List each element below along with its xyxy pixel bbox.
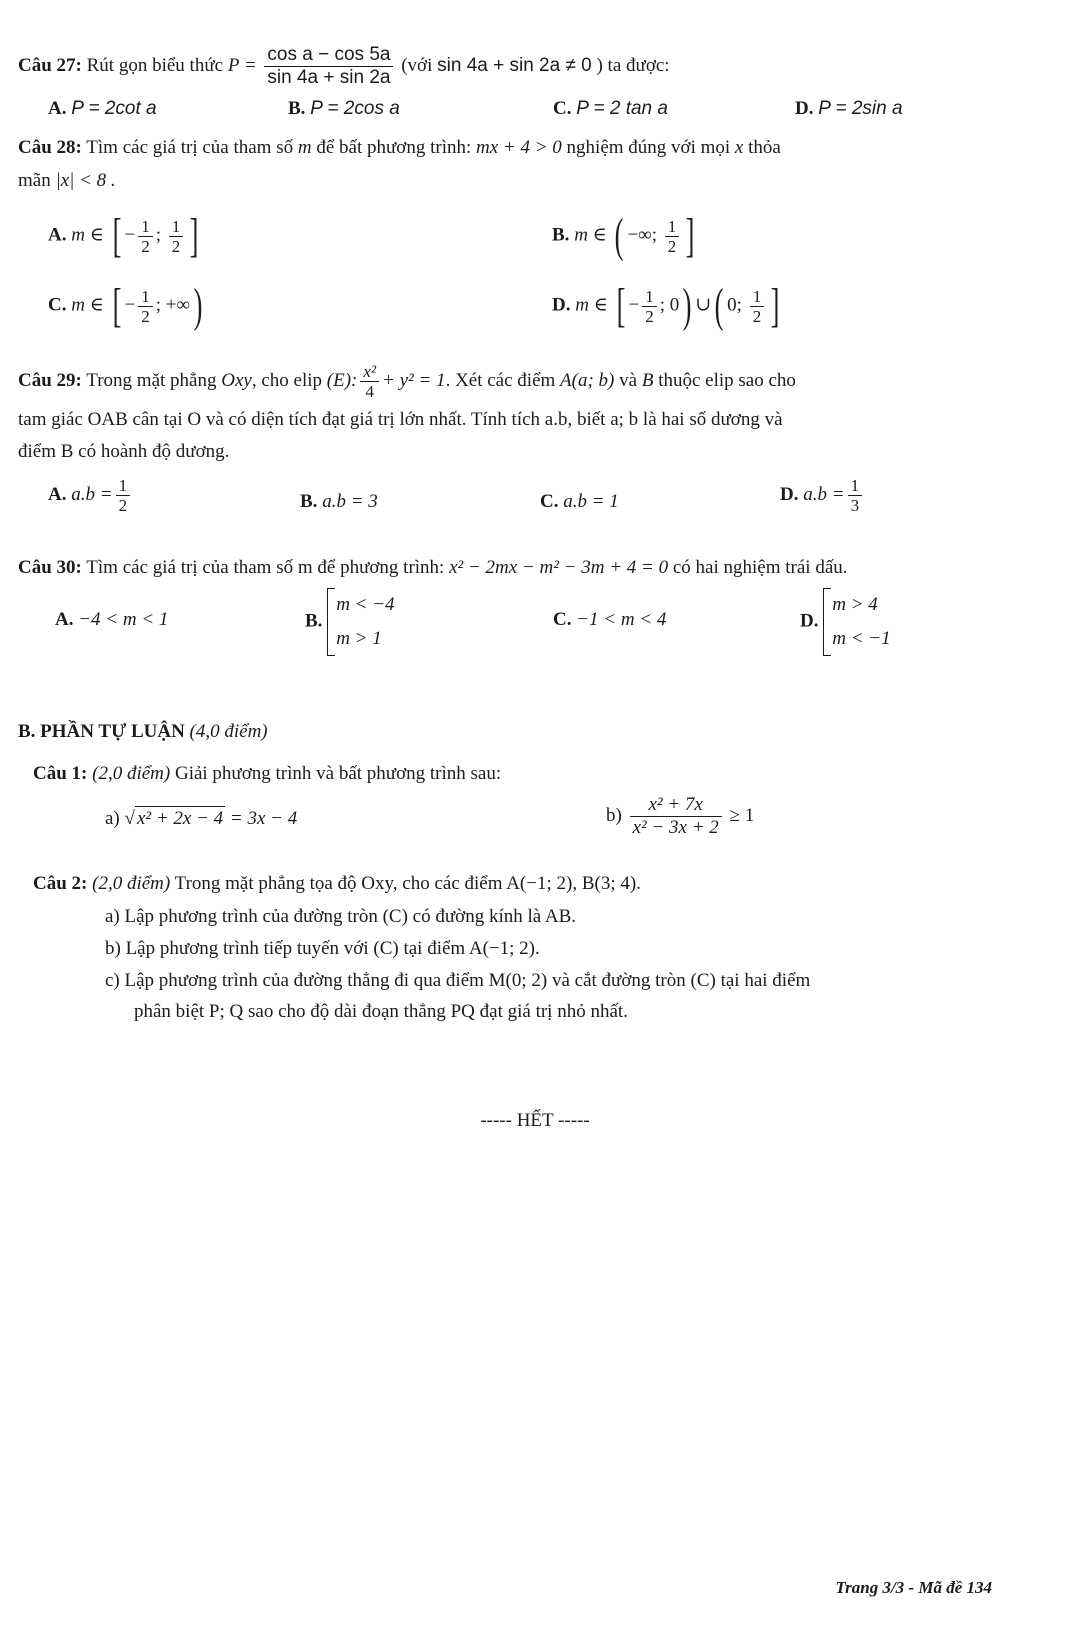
q27-option-c: [553, 97, 668, 121]
option-letter: B.: [288, 98, 306, 119]
den: 2: [118, 496, 128, 515]
option-prefix: m ∈: [71, 294, 104, 316]
option-text: −4 < m < 1: [78, 609, 169, 630]
system-line: m < −4: [336, 594, 395, 615]
q28-option-b: [552, 209, 698, 262]
c2-label: Câu 2:: [33, 873, 88, 894]
fraction: [116, 476, 131, 515]
bracket: [: [112, 209, 121, 262]
q29-line2: tam giác OAB cân tại O và có diện tích đạt giá trị lớn nhất. Tính tích a.b, biết a; b là hai số dương và: [18, 409, 783, 430]
c1-text: Giải phương trình và bất phương trình sau:: [174, 763, 502, 784]
q30-label: Câu 30:: [18, 557, 82, 578]
q29-text: , cho elip: [251, 369, 323, 391]
q27-cond-close: ) ta được:: [596, 54, 670, 76]
option-lhs: a.b =: [803, 483, 845, 505]
q28-option-a: [48, 209, 202, 262]
option-letter: A.: [55, 609, 74, 630]
q30-option-d: [800, 588, 891, 656]
q30-stem: [18, 556, 848, 580]
option-system: [823, 588, 890, 656]
q30-text: Tìm các giá trị của tham số m để phương trình:: [86, 557, 445, 578]
den: 2: [752, 306, 762, 326]
part-label: b): [606, 804, 622, 826]
q29-text: thuộc elip sao cho: [658, 369, 796, 391]
den: 2: [171, 236, 181, 256]
bracket: [: [112, 279, 121, 332]
radicand: x² + 2x − 4: [136, 808, 224, 829]
q30-equation: x² − 2mx − m² − 3m + 4 = 0: [449, 557, 669, 578]
q28-stem-line2: [18, 169, 116, 193]
q27-cond-open: (với: [401, 54, 433, 76]
c1-part-a: [105, 806, 297, 831]
fraction: [665, 217, 680, 256]
option-letter: A.: [48, 483, 67, 505]
q28-option-d: [552, 279, 783, 332]
option-text: a.b = 3: [322, 491, 378, 512]
page-footer: Trang 3/3 - Mã đề 134: [835, 1578, 992, 1597]
q30-option-c: [553, 608, 666, 632]
left-bound: −∞;: [627, 224, 658, 246]
q29-point-a: A(a; b): [560, 369, 615, 391]
c1-stem: [33, 762, 501, 786]
q30-option-a: [55, 608, 168, 632]
q30-option-b: [305, 588, 395, 656]
q29-stem: [18, 362, 796, 401]
num: 1: [138, 287, 153, 307]
fraction: [848, 476, 863, 515]
q30-text: có hai nghiệm trái dấu.: [672, 557, 848, 578]
q27-stem: [18, 44, 670, 89]
system-line: m < −1: [832, 628, 891, 649]
mid-bound: 0;: [727, 294, 742, 316]
q28-inequality: mx + 4 > 0: [476, 137, 562, 158]
right-bound: ; +∞: [155, 294, 191, 316]
q28-var-x: x: [734, 137, 744, 158]
num: 1: [750, 287, 765, 307]
c1-part-b: [606, 794, 754, 839]
q27-text: Rút gọn biểu thức: [86, 54, 224, 76]
q27-option-a: [48, 97, 157, 121]
q27-option-b: [288, 97, 400, 121]
q27-fraction: [264, 44, 393, 89]
option-letter: D.: [780, 483, 799, 505]
option-letter: B.: [552, 224, 570, 246]
option-text: P = 2cos a: [310, 98, 400, 119]
sign: −: [124, 294, 136, 316]
q29-option-b: [300, 490, 378, 514]
den: 3: [850, 496, 860, 515]
c2-part-b: b) Lập phương trình tiếp tuyến với (C) tại điểm A(−1; 2).: [105, 938, 540, 959]
option-system: [327, 588, 394, 656]
fraction: [138, 287, 153, 326]
q29-line3: điểm B có hoành độ dương.: [18, 441, 230, 462]
c2-text: Trong mặt phẳng tọa độ Oxy, cho các điểm A(−1; 2), B(3; 4).: [174, 873, 641, 894]
c2-part-a: a) Lập phương trình của đường tròn (C) có đường kính là AB.: [105, 906, 577, 927]
mid-bound: ; 0: [659, 294, 680, 316]
part-b-title: B. PHẦN TỰ LUẬN: [18, 721, 185, 742]
q27-label: Câu 27:: [18, 54, 82, 76]
option-letter: C.: [540, 491, 559, 512]
sign: −: [628, 294, 640, 316]
q28-label: Câu 28:: [18, 137, 82, 158]
union-symbol: ∪: [695, 294, 712, 316]
c2-part-c-line2: phân biệt P; Q sao cho độ dài đoạn thẳng PQ đạt giá trị nhỏ nhất.: [134, 1001, 628, 1022]
rhs: ≥ 1: [729, 804, 755, 826]
c2-points: (2,0 điểm): [92, 873, 171, 894]
num: 1: [848, 476, 863, 496]
option-prefix: m ∈: [574, 224, 607, 246]
part-b-points: (4,0 điểm): [189, 721, 268, 742]
option-letter: A.: [48, 98, 67, 119]
q28-text: mãn: [18, 170, 51, 191]
q29-equation: + y² = 1: [382, 369, 446, 391]
bracket: (: [714, 279, 724, 332]
bracket: ]: [685, 209, 695, 262]
q29-label: Câu 29:: [18, 369, 82, 391]
fraction: [642, 287, 657, 326]
c1-points: (2,0 điểm): [92, 763, 171, 784]
bracket: ): [682, 279, 692, 332]
q27-frac-num: cos a − cos 5a: [264, 44, 393, 67]
separator: ;: [155, 224, 162, 246]
den: 2: [645, 306, 654, 326]
den: 2: [667, 236, 677, 256]
option-text: P = 2sin a: [818, 98, 903, 119]
q27-p-eq: P =: [227, 54, 257, 76]
option-text: P = 2 tan a: [576, 98, 668, 119]
fraction: [630, 794, 722, 839]
num: 1: [665, 217, 680, 237]
num: x²: [360, 362, 379, 382]
q28-text: Tìm các giá trị của tham số: [86, 137, 294, 158]
bracket: (: [615, 209, 624, 262]
q28-text: nghiệm đúng với mọi: [566, 137, 731, 158]
option-letter: D.: [552, 294, 571, 316]
option-text: P = 2cot a: [71, 98, 157, 119]
option-text: −1 < m < 4: [576, 609, 667, 630]
c2-part-c-line1: c) Lập phương trình của đường thẳng đi qua điểm M(0; 2) và cắt đường tròn (C) tại hai điểm: [105, 970, 811, 991]
q29-ellipse-name: (E):: [326, 369, 358, 391]
q28-text: để bất phương trình:: [316, 137, 472, 158]
num: 1: [116, 476, 131, 496]
fraction: [138, 217, 153, 256]
den: x² − 3x + 2: [632, 817, 719, 838]
q29-text: Trong mặt phẳng: [86, 369, 217, 391]
q27-option-d: [795, 97, 903, 121]
q29-text: . Xét các điểm: [445, 369, 556, 391]
option-letter: B.: [305, 610, 323, 632]
q28-var-m: m: [297, 137, 312, 158]
bracket: [: [616, 279, 625, 332]
bracket: ]: [770, 279, 780, 332]
c1-label: Câu 1:: [33, 763, 88, 784]
q28-text: thỏa: [748, 137, 781, 158]
fraction: [750, 287, 765, 326]
num: 1: [138, 217, 153, 237]
den: 4: [365, 382, 374, 401]
option-letter: C.: [48, 294, 67, 316]
option-letter: B.: [300, 491, 318, 512]
option-lhs: a.b =: [71, 483, 113, 505]
end-marker: ----- HẾT -----: [480, 1110, 590, 1131]
option-letter: C.: [553, 98, 572, 119]
q29-option-d: [780, 476, 865, 515]
rhs: = 3x − 4: [229, 808, 298, 829]
option-text: a.b = 1: [563, 491, 619, 512]
den: 2: [141, 236, 150, 256]
option-letter: D.: [800, 610, 819, 632]
q29-oxy: Oxy: [221, 369, 252, 391]
part-label: a): [105, 808, 120, 829]
option-prefix: m ∈: [575, 294, 608, 316]
system-line: m > 1: [336, 628, 382, 649]
option-letter: A.: [48, 224, 67, 246]
c2-stem: [33, 872, 641, 896]
sign: −: [124, 224, 136, 246]
option-letter: C.: [553, 609, 572, 630]
q29-option-a: [48, 476, 133, 515]
q28-stem: [18, 136, 781, 160]
option-letter: D.: [795, 98, 814, 119]
fraction: [169, 217, 184, 256]
num: 1: [169, 217, 184, 237]
option-prefix: m ∈: [71, 224, 104, 246]
q29-fraction: [360, 362, 379, 401]
bracket: ]: [189, 209, 199, 262]
q28-option-c: [48, 279, 206, 332]
num: 1: [642, 287, 657, 307]
system-line: m > 4: [832, 594, 878, 615]
sqrt-symbol: √: [124, 808, 135, 829]
num: x² + 7x: [630, 794, 722, 817]
part-b-heading: [18, 720, 268, 744]
q29-text: và: [619, 369, 638, 391]
q29-point-b: B: [641, 369, 654, 391]
bracket: ): [193, 279, 203, 332]
q29-option-c: [540, 490, 619, 514]
q28-abs: |x| < 8 .: [55, 170, 116, 191]
q27-cond: sin 4a + sin 2a ≠ 0: [437, 54, 592, 76]
den: 2: [141, 306, 150, 326]
q27-frac-den: sin 4a + sin 2a: [267, 67, 391, 88]
